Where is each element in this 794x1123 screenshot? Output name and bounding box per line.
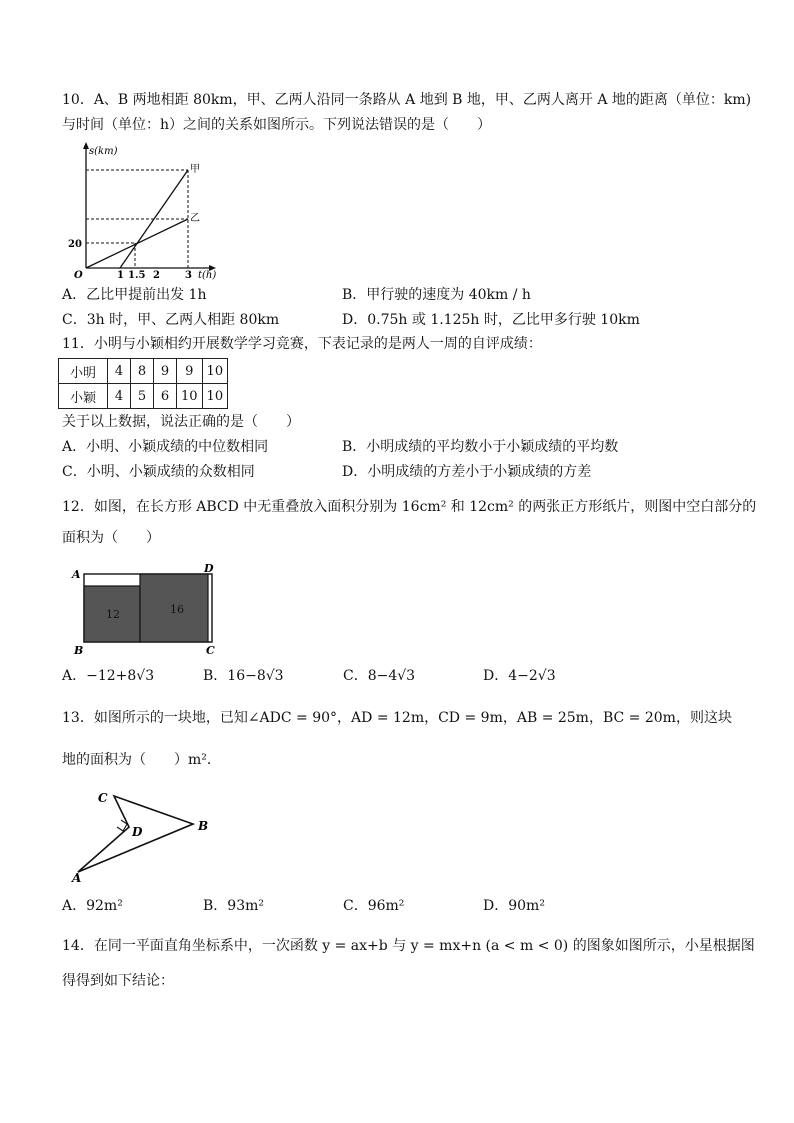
vertex-d: D <box>204 562 214 575</box>
q11-option-a: A．小明、小颖成绩的中位数相同 <box>62 439 269 455</box>
origin-label: O <box>74 270 83 280</box>
table-cell: 10 <box>177 384 203 409</box>
q10-distance-time-graph <box>62 140 222 280</box>
q12-option-c: C．8−4√3 <box>343 668 416 684</box>
table-cell: 小颖 <box>59 384 108 409</box>
vertex-a: A <box>72 871 82 884</box>
q14-stem-line2: 得得到如下结论： <box>62 973 174 989</box>
q10-option-b: B．甲行驶的速度为 40km / h <box>342 287 531 303</box>
vertex-a: A <box>72 568 81 581</box>
q10-stem-line2: 与时间（单位：h）之间的关系如图所示。下列说法错误的是（ ） <box>62 117 492 133</box>
x-tick-3: 3 <box>185 270 192 280</box>
x-tick-2: 2 <box>153 270 160 280</box>
q11-option-b: B．小明成绩的平均数小于小颖成绩的平均数 <box>342 439 619 455</box>
q13-stem-line2: 地的面积为（ ）m²． <box>62 752 221 768</box>
q11-option-c: C．小明、小颖成绩的众数相同 <box>62 464 255 480</box>
x-axis-label: t(h) <box>198 270 217 280</box>
table-cell: 6 <box>154 384 177 409</box>
q11-option-d: D．小明成绩的方差小于小颖成绩的方差 <box>342 464 592 480</box>
vertex-c: C <box>206 644 215 657</box>
table-cell: 小明 <box>59 359 108 384</box>
table-cell: 9 <box>177 359 203 384</box>
vertex-b: B <box>198 819 209 833</box>
q13-option-d: D．90m² <box>483 898 545 914</box>
q10-stem-line1: 10．A、B 两地相距 80km，甲、乙两人沿同一条路从 A 地到 B 地，甲、乙两人离开 A 地的距离（单位：km) <box>62 92 752 108</box>
q10-option-c: C．3h 时，甲、乙两人相距 80km <box>62 312 280 328</box>
table-cell: 10 <box>202 384 228 409</box>
table-cell: 4 <box>108 384 131 409</box>
vertex-b: B <box>74 644 84 657</box>
q11-question: 关于以上数据，说法正确的是（ ） <box>62 414 300 430</box>
label-yi: 乙 <box>190 213 200 224</box>
q12-option-a: A．−12+8√3 <box>62 668 155 684</box>
q13-stem-line1: 13．如图所示的一块地，已知∠ADC = 90°，AD = 12m，CD = 9m，AB = 25m，BC = 20m，则这块 <box>62 710 732 726</box>
q12-option-d: D．4−2√3 <box>483 668 556 684</box>
q12-rectangle-figure <box>68 562 228 657</box>
q12-option-b: B．16−8√3 <box>203 668 284 684</box>
table-row <box>59 359 228 384</box>
x-tick-1: 1 <box>117 270 124 280</box>
q10-option-a: A．乙比甲提前出发 1h <box>62 287 207 303</box>
table-cell: 4 <box>108 359 131 384</box>
q13-option-b: B．93m² <box>203 898 264 914</box>
label-jia: 甲 <box>190 164 200 175</box>
vertex-d: D <box>132 825 143 839</box>
q13-option-a: A．92m² <box>62 898 123 914</box>
table-cell: 5 <box>131 384 154 409</box>
table-cell: 8 <box>131 359 154 384</box>
area-label-12: 12 <box>106 608 120 621</box>
q12-stem-line2: 面积为（ ） <box>62 530 160 546</box>
table-row <box>59 384 228 409</box>
y-axis-label: s(km) <box>89 146 118 157</box>
x-tick-1.5: 1.5 <box>128 270 146 280</box>
q14-stem-line1: 14．在同一平面直角坐标系中，一次函数 y = ax+b 与 y = mx+n (a < m < 0) 的图象如图所示，小星根据图 <box>62 938 755 954</box>
vertex-c: C <box>98 791 108 805</box>
y-tick-20: 20 <box>68 239 82 250</box>
q11-score-table <box>58 358 228 409</box>
q11-stem: 11．小明与小颖相约开展数学学习竞赛，下表记录的是两人一周的自评成绩： <box>62 336 542 352</box>
q12-stem-line1: 12．如图，在长方形 ABCD 中无重叠放入面积分别为 16cm² 和 12cm² 的两张正方形纸片，则图中空白部分的 <box>62 499 757 515</box>
table-cell: 9 <box>154 359 177 384</box>
table-cell: 10 <box>202 359 228 384</box>
q13-option-c: C．96m² <box>343 898 405 914</box>
q10-option-d: D．0.75h 或 1.125h 时，乙比甲多行驶 10km <box>342 312 640 328</box>
q13-quadrilateral-figure <box>60 784 220 884</box>
area-label-16: 16 <box>170 603 184 616</box>
